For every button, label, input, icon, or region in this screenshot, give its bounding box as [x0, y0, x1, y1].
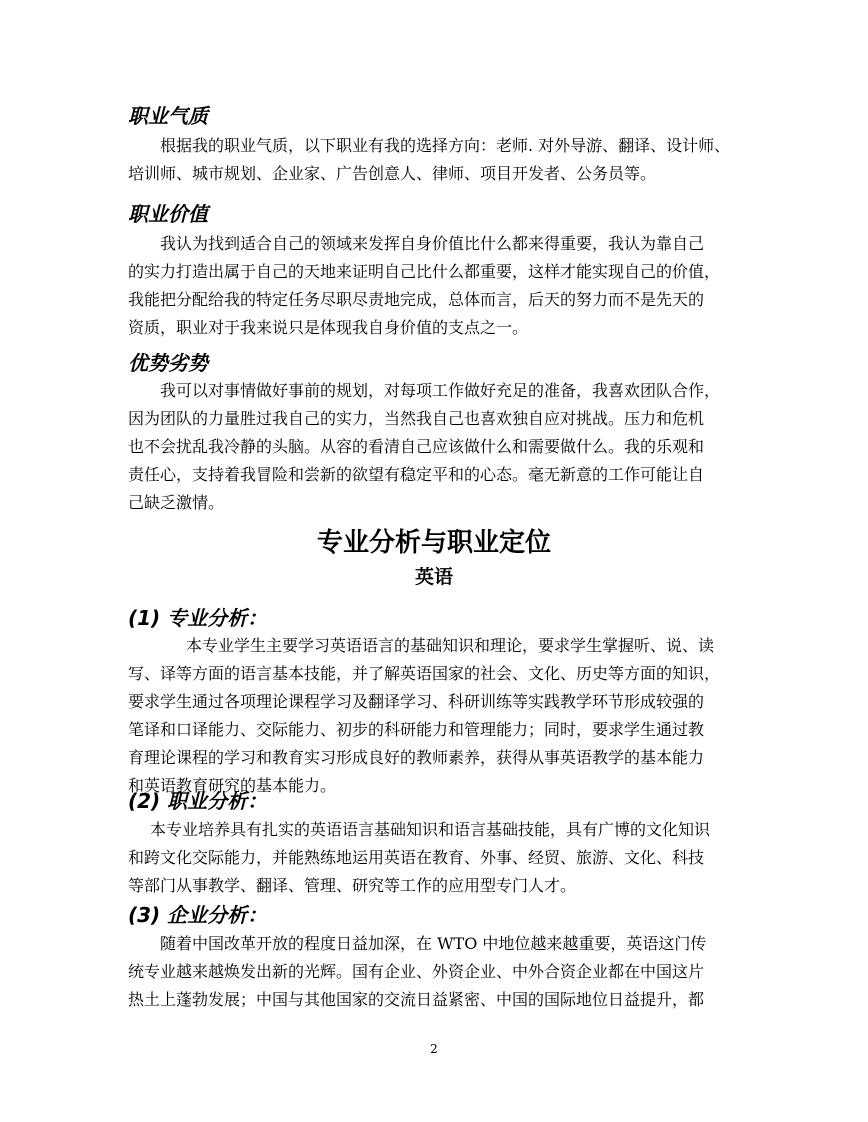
- subsection-heading-enterprise-analysis: (3) 企业分析：: [128, 903, 268, 927]
- paragraph-line: 我可以对事情做好事前的规划，对每项工作做好充足的准备，我喜欢团队合作，: [160, 381, 721, 400]
- section-heading-career-temperament: 职业气质: [128, 104, 208, 128]
- paragraph-line: 因为团队的力量胜过我自己的实力，当然我自己也喜欢独自应对挑战。压力和危机: [128, 409, 705, 428]
- paragraph-line: 写、译等方面的语言基本技能，并了解英语国家的社会、文化、历史等方面的知识，: [128, 664, 721, 683]
- subsection-paragraph-major-analysis: [128, 632, 740, 800]
- paragraph-line: 培训师、城市规划、企业家、广告创意人、律师、项目开发者、公务员等。: [128, 164, 657, 183]
- subsection-heading-career-analysis: (2) 职业分析：: [128, 789, 268, 813]
- paragraph-line: 育理论课程的学习和教育实习形成良好的教师素养，获得从事英语教学的基本能力: [128, 748, 705, 767]
- paragraph-line: 我认为找到适合自己的领域来发挥自身价值比什么都来得重要，我认为靠自己: [160, 234, 705, 253]
- paragraph-line: 要求学生通过各项理论课程学习及翻译学习、科研训练等实践教学环节形成较强的: [128, 692, 705, 711]
- section-paragraph-strengths-weaknesses: [128, 377, 740, 517]
- page-number: 2: [430, 1042, 438, 1056]
- paragraph-line: 根据我的职业气质，以下职业有我的选择方向：老师. 对外导游、翻译、设计师、: [160, 136, 731, 155]
- section-heading-strengths-weaknesses: 优势劣势: [128, 351, 208, 375]
- section-paragraph-career-values: [128, 230, 740, 342]
- paragraph-line: 也不会扰乱我冷静的头脑。从容的看清自己应该做什么和需要做什么。我的乐观和: [128, 437, 705, 456]
- paragraph-line: 的实力打造出属于自己的天地来证明自己比什么都重要，这样才能实现自己的价值，: [128, 262, 721, 281]
- paragraph-line: 和跨文化交际能力，并能熟练地运用英语在教育、外事、经贸、旅游、文化、科技: [128, 848, 705, 867]
- subsection-heading-major-analysis: (1) 专业分析：: [128, 606, 268, 630]
- paragraph-line: 本专业培养具有扎实的英语语言基础知识和语言基础技能，具有广博的文化知识: [150, 820, 711, 839]
- page-subtitle: 英语: [414, 566, 453, 588]
- paragraph-line: 和英语教育研究的基本能力。: [128, 776, 337, 795]
- section-heading-career-values: 职业价值: [128, 202, 208, 226]
- paragraph-line: 本专业学生主要学习英语语言的基础知识和理论，要求学生掌握听、说、读: [186, 636, 715, 655]
- paragraph-line: 笔译和口译能力、交际能力、初步的科研能力和管理能力；同时，要求学生通过教: [128, 720, 705, 739]
- subsection-paragraph-career-analysis: [128, 816, 740, 900]
- paragraph-line: 资质，职业对于我来说只是体现我自身价值的支点之一。: [128, 318, 529, 337]
- paragraph-line: 我能把分配给我的特定任务尽职尽责地完成，总体而言，后天的努力而不是先天的: [128, 290, 705, 309]
- paragraph-line: 责任心，支持着我冒险和尝新的欲望有稳定平和的心态。毫无新意的工作可能让自: [128, 465, 705, 484]
- section-paragraph-career-temperament: [128, 132, 740, 188]
- paragraph-line: 统专业越来越焕发出新的光辉。国有企业、外资企业、中外合资企业都在中国这片: [128, 962, 705, 981]
- paragraph-line: 随着中国改革开放的程度日益加深，在 WTO 中地位越来越重要，英语这门传: [160, 934, 707, 953]
- subsection-paragraph-enterprise-analysis: [128, 930, 740, 1014]
- paragraph-line: 热土上蓬勃发展；中国与其他国家的交流日益紧密、中国的国际地位日益提升，都: [128, 990, 705, 1009]
- paragraph-line: 己缺乏激情。: [128, 493, 225, 512]
- page-title: 专业分析与职业定位: [316, 528, 551, 558]
- paragraph-line: 等部门从事教学、翻译、管理、研究等工作的应用型专门人才。: [128, 876, 577, 895]
